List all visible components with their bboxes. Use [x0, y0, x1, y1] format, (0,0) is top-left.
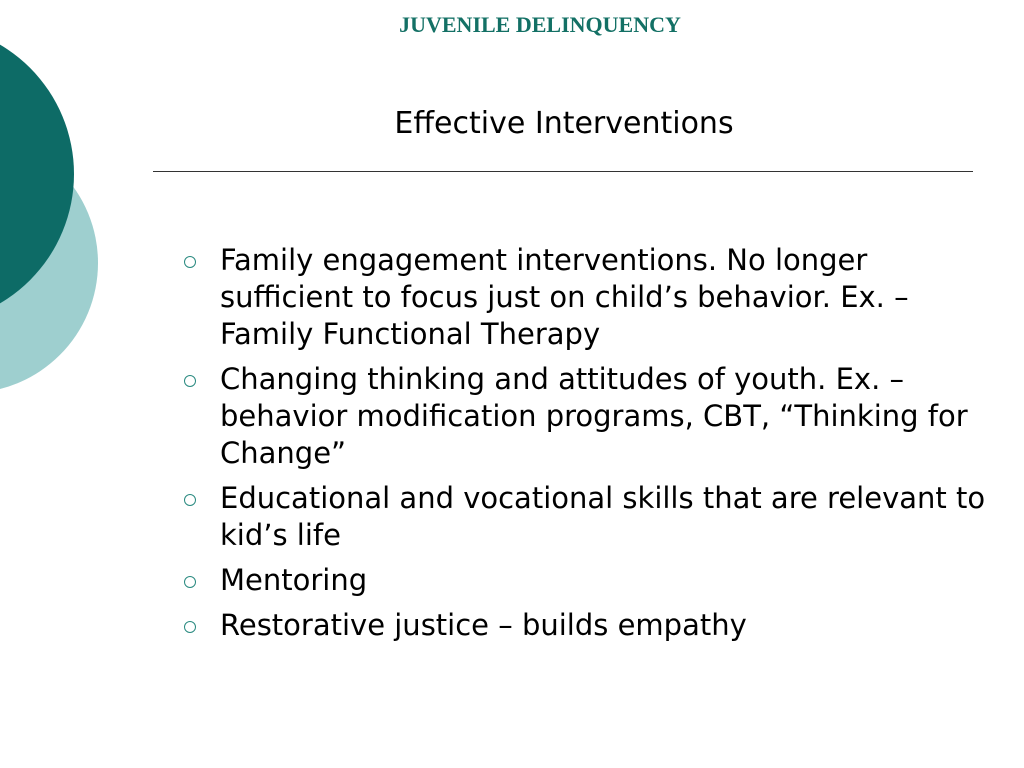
bullet-icon	[184, 256, 196, 268]
title-divider	[153, 171, 973, 172]
bullet-item	[182, 361, 997, 472]
slide-title: Effective Interventions	[394, 106, 734, 141]
bullet-icon	[184, 621, 196, 633]
bullet-text: Mentoring	[220, 563, 368, 597]
bullet-text: Changing thinking and attitudes of youth. Ex. – behavior modification programs, CBT, “Thinking for Change”	[220, 362, 968, 470]
bullet-item	[182, 562, 997, 599]
bullet-item	[182, 480, 997, 554]
bullet-text: Educational and vocational skills that are relevant to kid’s life	[220, 481, 986, 552]
bullet-icon	[184, 576, 196, 588]
bullet-text: Family engagement interventions. No longer sufficient to focus just on child’s behavior. Ex. – Family Functional Therapy	[220, 243, 909, 351]
bullet-list	[182, 242, 997, 652]
bullet-item	[182, 242, 997, 353]
bullet-item	[182, 607, 997, 644]
bullet-icon	[184, 494, 196, 506]
slide-header: JUVENILE DELINQUENCY	[399, 12, 681, 37]
bullet-text: Restorative justice – builds empathy	[220, 608, 747, 642]
bullet-icon	[184, 375, 196, 387]
